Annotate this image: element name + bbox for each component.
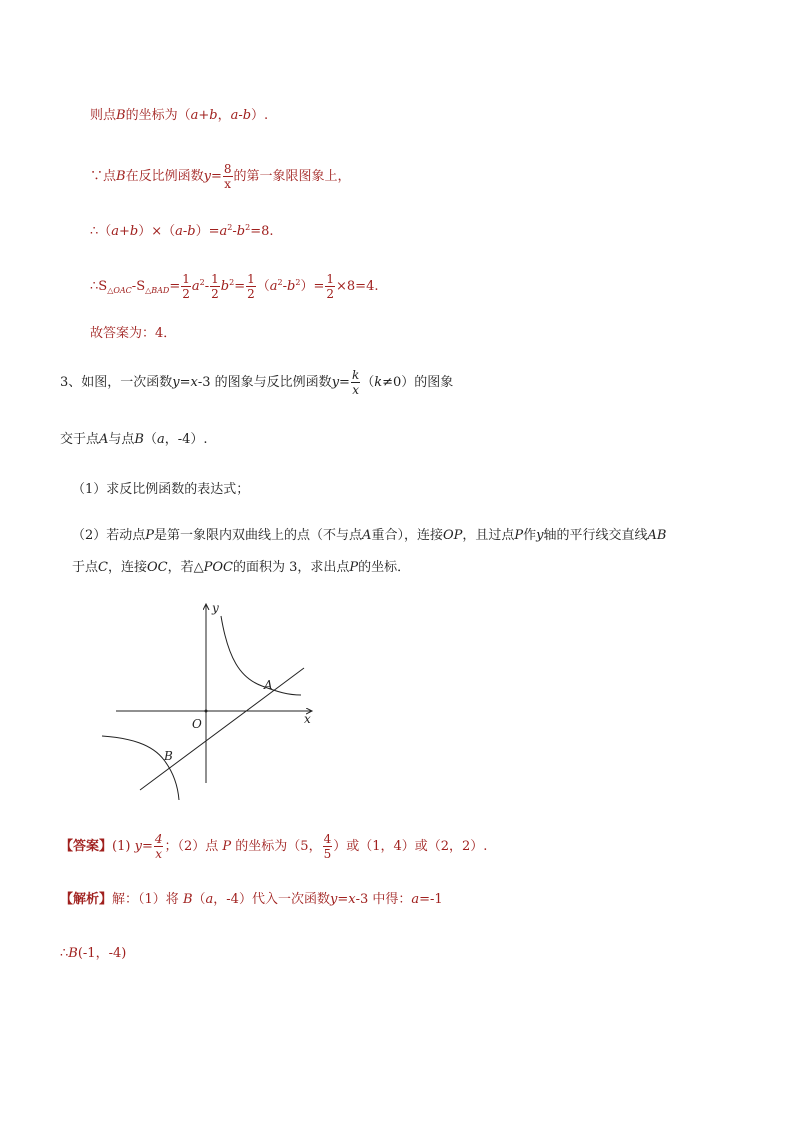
answer-line: 【答案】(1) y= $\frac{4}{x}$ ；（2）点 P 的坐标为（5， $\frac{4}{5}$ ）或（1，4）或（2，2）. — [60, 832, 488, 861]
solution-line-1: 则点B的坐标为（a+b，a-b）. — [90, 108, 269, 123]
linear-function-line — [140, 668, 304, 790]
analysis-line-2: ∴B(-1，-4) — [60, 946, 127, 961]
solution-line-2: ∵点B在反比例函数y= $\frac{8}{x}$ 的第一象限图象上， — [90, 162, 351, 191]
fraction-k-over-x: $\frac{k}{x}$ — [351, 368, 360, 397]
fraction-8-over-x: $\frac{8}{x}$ — [223, 162, 232, 191]
fraction-4-over-5: $\frac{4}{5}$ — [323, 832, 332, 861]
solution-line-4: $\therefore S_{\triangle OAC}-S_{\triangle BAD}=$ $\frac{1}{2}$ $a^2-$ $\frac{1}{2}$ $b^2=$ $\frac{1}{2}$ $(a^2-b^2)=$ $\frac{1}{2}$ ×8=4. — [90, 272, 379, 301]
problem-part-1: （1）求反比例函数的表达式； — [72, 482, 250, 497]
function-graph-figure — [90, 598, 350, 808]
fraction-half-4: $\frac{1}{2}$ — [326, 272, 335, 301]
y-axis-label: y — [212, 601, 219, 615]
problem-part-2-line-2: 于点C，连接OC，若△POC的面积为 3，求出点P的坐标． — [72, 560, 411, 575]
origin-point — [205, 710, 208, 713]
solution-line-5: 故答案为：4． — [90, 326, 177, 341]
x-axis-label: x — [304, 712, 311, 726]
hyperbola-branch-q1 — [221, 616, 301, 695]
fraction-half-2: $\frac{1}{2}$ — [211, 272, 219, 301]
fraction-half-3: $\frac{1}{2}$ — [247, 272, 255, 301]
analysis-line-1: 【解析】解：（1）将 B（a，-4）代入一次函数y=x-3 中得：a=-1 — [60, 892, 443, 907]
problem-line-1: 3、如图，一次函数y=x-3 的图象与反比例函数y= $\frac{k}{x}$ （k≠0）的图象 — [60, 368, 454, 397]
problem-part-2-line-1: （2）若动点P是第一象限内双曲线上的点（不与点A重合），连接OP，且过点P作y轴的平行线交直线AB — [72, 528, 667, 543]
hyperbola-branch-q3 — [102, 736, 179, 800]
problem-line-2: 交于点A与点B（a，-4）. — [60, 432, 208, 447]
fraction-4-over-x: $\frac{4}{x}$ — [154, 832, 163, 861]
origin-label: O — [192, 717, 202, 731]
fraction-half-1: $\frac{1}{2}$ — [182, 272, 190, 301]
point-a-label: A — [264, 678, 273, 692]
point-b-label: B — [164, 749, 173, 763]
solution-line-3: $\therefore(a+b)\times(a-b)=a^2-b^2=8$. — [90, 223, 274, 239]
